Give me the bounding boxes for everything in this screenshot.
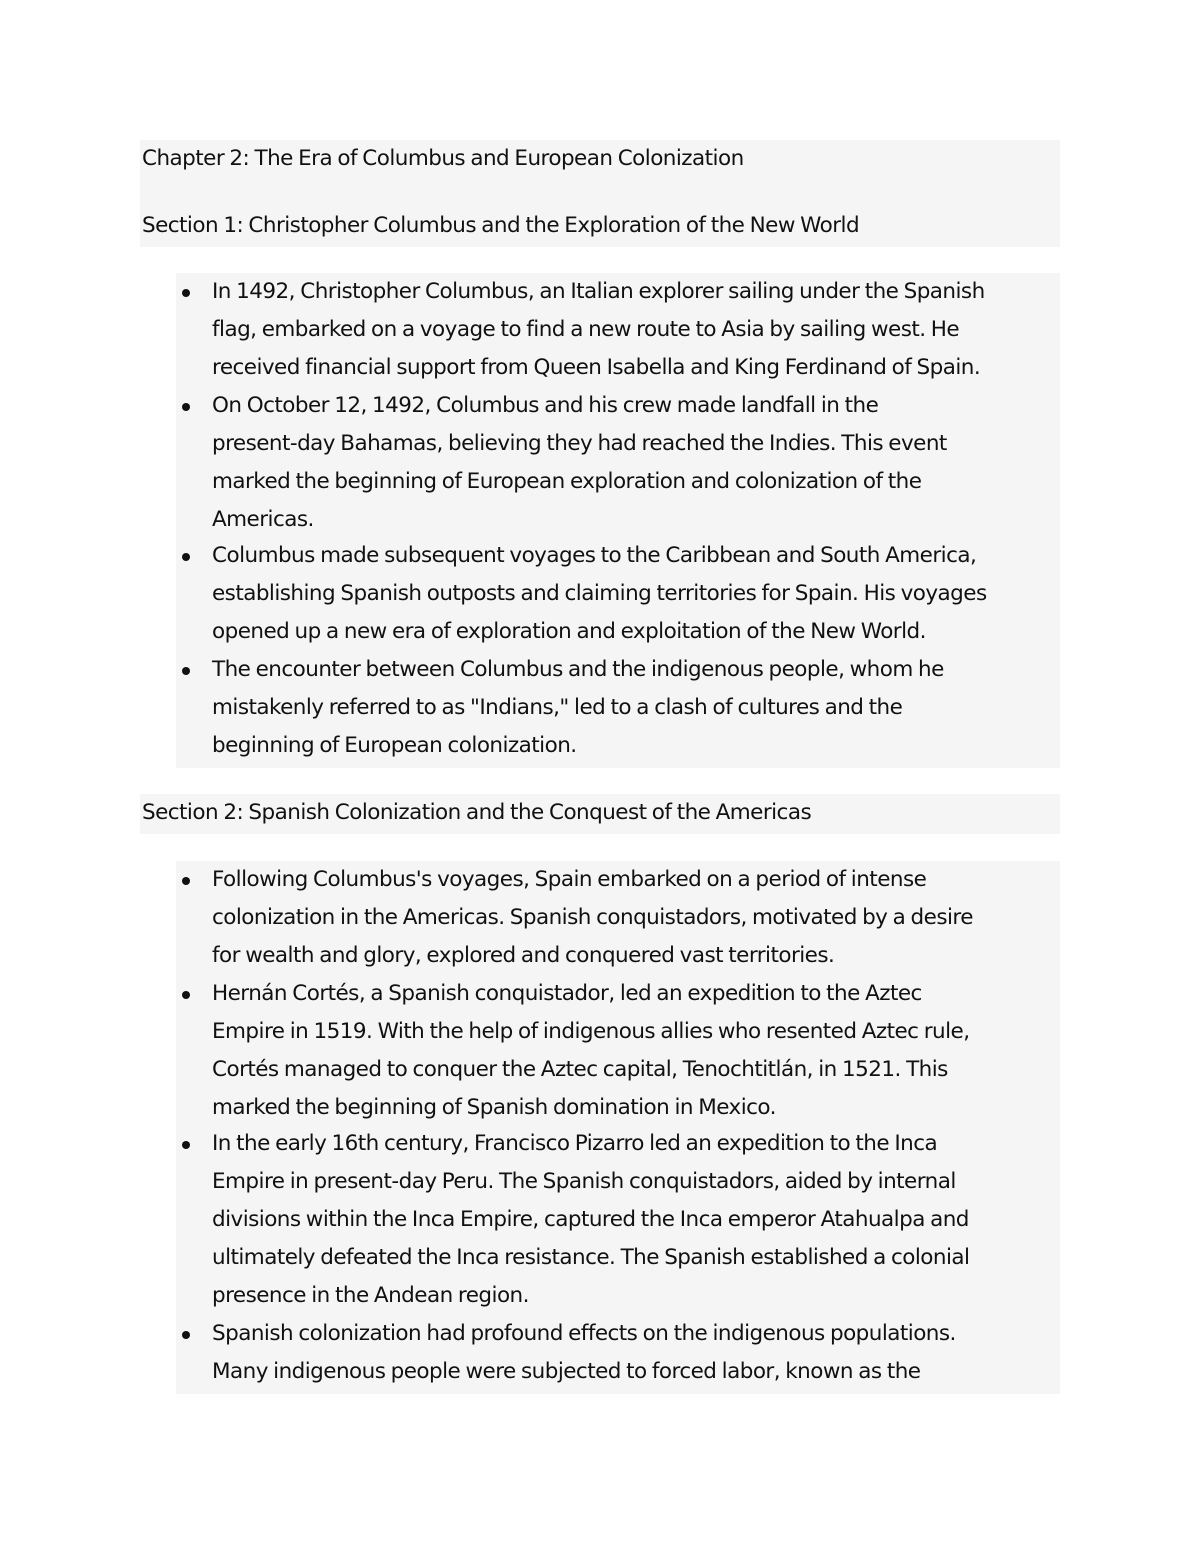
bullet-icon <box>182 553 190 561</box>
list-item-line: On October 12, 1492, Columbus and his crew made landfall in the <box>212 393 879 418</box>
list-item-line: Columbus made subsequent voyages to the Caribbean and South America, <box>212 543 977 568</box>
list-item-line: presence in the Andean region. <box>212 1283 529 1308</box>
list-item-line: In 1492, Christopher Columbus, an Italian explorer sailing under the Spanish <box>212 279 985 304</box>
list-item-line: marked the beginning of Spanish domination in Mexico. <box>212 1095 776 1120</box>
list-item-line: for wealth and glory, explored and conquered vast territories. <box>212 943 835 968</box>
bullet-icon <box>182 877 190 885</box>
list-item-line: present-day Bahamas, believing they had reached the Indies. This event <box>212 431 947 456</box>
section-1-list <box>176 273 1060 768</box>
list-item-line: marked the beginning of European exploration and colonization of the <box>212 469 922 494</box>
section-2-list <box>176 861 1060 1394</box>
list-item-line: received financial support from Queen Isabella and King Ferdinand of Spain. <box>212 355 981 380</box>
list-item-line: Empire in present-day Peru. The Spanish conquistadors, aided by internal <box>212 1169 956 1194</box>
list-item-line: opened up a new era of exploration and exploitation of the New World. <box>212 619 926 644</box>
list-item-line: divisions within the Inca Empire, captured the Inca emperor Atahualpa and <box>212 1207 969 1232</box>
list-item-line: Cortés managed to conquer the Aztec capital, Tenochtitlán, in 1521. This <box>212 1057 948 1082</box>
bullet-icon <box>182 289 190 297</box>
bullet-icon <box>182 1141 190 1149</box>
list-item-line: Empire in 1519. With the help of indigenous allies who resented Aztec rule, <box>212 1019 970 1044</box>
chapter-title: Chapter 2: The Era of Columbus and European Colonization <box>142 146 744 171</box>
bullet-icon <box>182 403 190 411</box>
list-item-line: flag, embarked on a voyage to find a new route to Asia by sailing west. He <box>212 317 960 342</box>
list-item-line: Following Columbus's voyages, Spain embarked on a period of intense <box>212 867 927 892</box>
list-item-line: In the early 16th century, Francisco Pizarro led an expedition to the Inca <box>212 1131 938 1156</box>
list-item-line: colonization in the Americas. Spanish conquistadors, motivated by a desire <box>212 905 973 930</box>
list-item-line: establishing Spanish outposts and claiming territories for Spain. His voyages <box>212 581 987 606</box>
list-item-line: The encounter between Columbus and the indigenous people, whom he <box>212 657 944 682</box>
list-item-line: beginning of European colonization. <box>212 733 577 758</box>
list-item-line: Hernán Cortés, a Spanish conquistador, led an expedition to the Aztec <box>212 981 922 1006</box>
list-item-line: Spanish colonization had profound effects on the indigenous populations. <box>212 1321 956 1346</box>
section-1-heading: Section 1: Christopher Columbus and the Exploration of the New World <box>142 213 860 238</box>
bullet-icon <box>182 1331 190 1339</box>
list-item-line: mistakenly referred to as "Indians," led to a clash of cultures and the <box>212 695 903 720</box>
list-item-line: ultimately defeated the Inca resistance. The Spanish established a colonial <box>212 1245 970 1270</box>
list-item-line: Many indigenous people were subjected to forced labor, known as the <box>212 1359 921 1384</box>
chapter-heading-block <box>140 140 1060 247</box>
section-2-heading-block <box>140 794 1060 834</box>
bullet-icon <box>182 667 190 675</box>
bullet-icon <box>182 991 190 999</box>
section-2-heading: Section 2: Spanish Colonization and the Conquest of the Americas <box>142 800 812 825</box>
list-item-line: Americas. <box>212 507 314 532</box>
